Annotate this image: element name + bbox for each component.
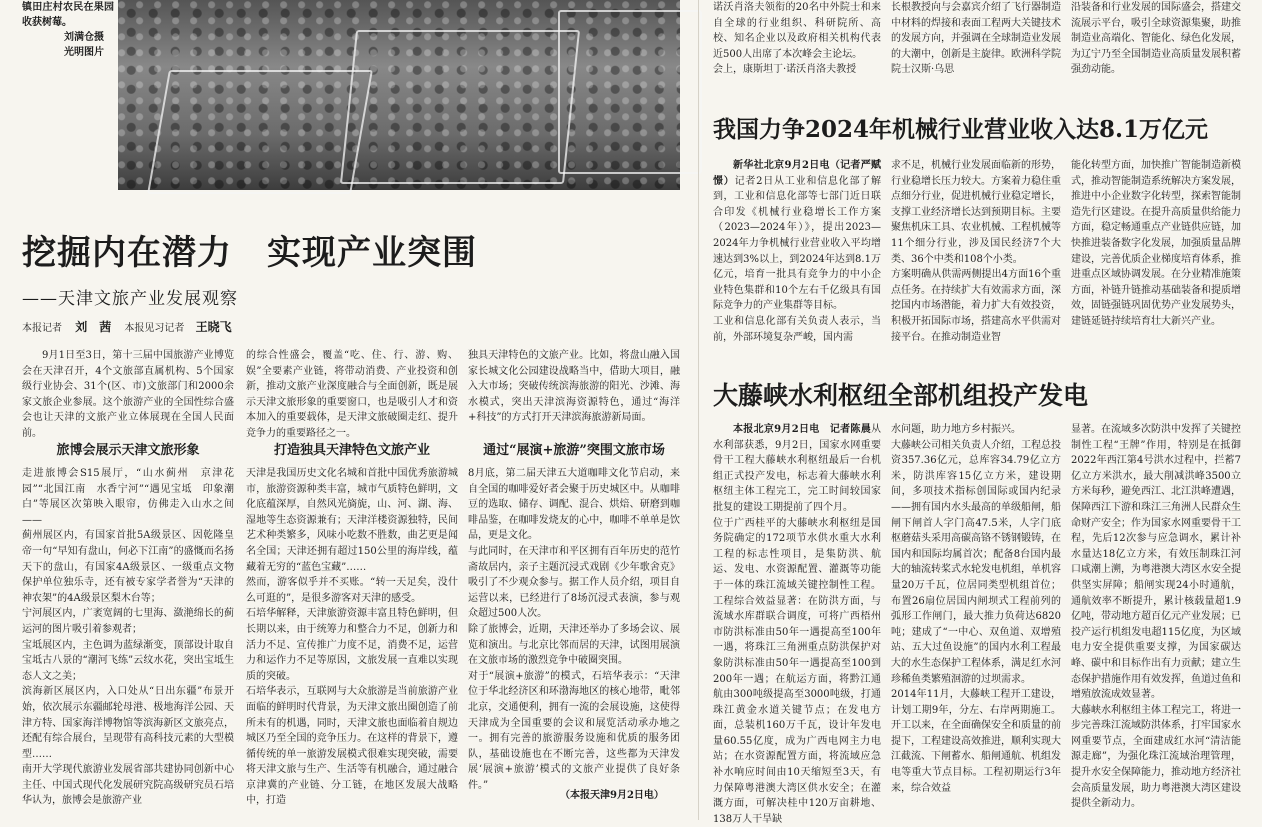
article-dateline: （本报天津9月2日电） <box>560 790 664 801</box>
byline-label: 本报记者 <box>22 323 62 334</box>
section-heading: 旅博会展示天津文旅形象 <box>56 443 200 458</box>
article-body: 记者2日从工业和信息化部了解到，工业和信息化部等七部门近日联合印发《机械行业稳增长工作方案（2023—2024年）》，提出2023—2024年力争机械行业营业收入平均增速达到3%以上，到2024年达到8.1万亿元，培育一批具有竞争力的中小企业特色集群和10个左右千亿级具有国际竞争力的产业集群等目标。 工业和信息化部有关负责人表示，当前，外部环境复杂严峻，国内需 <box>713 175 881 343</box>
article-column <box>713 422 881 825</box>
article-lead: 新华社北京9月2日电（记者严赋憬） <box>713 160 881 187</box>
article-headline: 大藤峡水利枢纽全部机组投产发电 <box>713 381 1089 410</box>
page-title: 挖掘内在潜力 实现产业突围 <box>22 233 477 273</box>
article-column: 诺沃肖洛夫领衔的20名中外院士和来自全球的行业组织、科研院所、高校、知名企业以及政府相关机构代表近500人出席了本次峰会主论坛。 会上，康斯坦丁·诺沃肖洛夫教授 <box>713 2 881 76</box>
byline-label: 本报见习记者 <box>124 323 185 334</box>
byline <box>22 318 232 335</box>
page-gutter <box>698 0 699 820</box>
article-column: 的综合性盛会，覆盖“吃、住、行、游、购、娱”全要素产业链，将带动消费、产业投资和创新，推动文旅产业深度融合与全面创新，既是展示天津文旅形象的重要窗口，也是吸引人才和资本加入的重要载体，是天津文旅破圈走红、提升竞争力的重要路径之一。 <box>246 350 458 439</box>
article-column: 8月底，第二届天津五大道咖啡文化节启动，来自全国的咖啡爱好者会聚于历史城区中。从咖啡豆的选取、储存、调配、混合、烘焙、研磨到咖啡品鉴，在咖啡发烧友的心中，咖啡不单单是饮品，更是文化。 与此同时，在天津市和平区拥有百年历史的范竹斋故居内，亲子主题沉浸式戏剧《少年歌舍克》吸引了不少观众参与。据工作人员介绍，项目自运营以来，已经进行了8场沉浸式表演，参与观众超过500人次。 除了旅博会，近期，天津还举办了多场会议、展览和演出。与北京比邻而居的天津，试图用展演在文旅市场的激烈竞争中破圈突围。 对于“展演+旅游”的模式，石培华表示：“天津位于华北经济区和环渤海地区的核心地带，毗邻北京，交通便利，拥有一流的会展设施，这使得天津成为全国重要的会议和展览活动承办地之一。拥有完善的旅游服务设施和优质的服务团队，基础设施也在不断完善，这些都为天津发展‘展演+旅游’模式的文旅产业提供了良好条件。” <box>468 468 680 791</box>
article-column <box>713 158 881 343</box>
photo-crate <box>147 70 373 194</box>
article-column: 天津是我国历史文化名城和首批中国优秀旅游城市，旅游资源种类丰富，城市气质特色鲜明，文化底蕴深厚，自然风光旖旎，山、河、湖、海、湿地等生态资源兼有；天津洋楼资源独特，民间艺术种类繁多，风味小吃数不胜数，曲艺更是闻名全国；天津还拥有超过150公里的海岸线，蕴藏着无穷的“蓝色宝藏”…… 然而，游客似乎并不买账。“转一天足矣，没什么可逛的”，是很多游客对天津的感受。 石培华解释，天津旅游资源丰富且特色鲜明，但长期以来，由于统筹力和整合力不足，创新力和活力不足、宣传推广力度不足，消费不足，运营力和运作力不足等原因，文旅发展一直难以实现质的突破。 石培华表示，互联网与大众旅游是当前旅游产业面临的鲜明时代背景，为天津文旅出圈创造了前所未有的机遇，同时，天津文旅也面临着自规边城区乃至全国的竞争压力。在这样的背景下，遵循传统的单一旅游发展模式很难实现突破，需要将天津文旅与生产、生活等有机融合，通过融合京津冀的产业链、分工链，在地区发展大战略中，打造 <box>246 468 458 807</box>
article-column: 求不足，机械行业发展面临新的形势，行业稳增长压力较大。方案着力稳住重点细分行业，促进机械行业稳定增长，支撑工业经济增长达到预期目标。主要聚焦机床工具、农业机械、工程机械等11个细分行业，涉及国民经济7个大类、36个中类和108个小类。 方案明确从供需两侧提出4方面16个重点任务。在持续扩大有效需求方面，深挖国内市场潜能，着力扩大有效投资，积极开拓国际市场，搭建高水平供需对接平台。在推动制造业智 <box>891 160 1061 343</box>
article-column: 能化转型方面，加快推广智能制造新模式，推动智能制造系统解决方案发展，推进中小企业数字化转型，探索智能制造先行区建设。在提升高质量供给能力方面，稳定畅通重点产业链供应链，加快推进装备数字化发展，加强质量品牌建设，完善优质企业梯度培育体系，推进重点区域协调发展。在分业精准施策方面，补链升链推动基础装备和提质增效，固链强链巩固优势产业发展势头，建链延链持续培育壮大新兴产业。 <box>1071 160 1241 327</box>
article-column: 沿装备和行业发展的国际盛会，搭建交流展示平台，吸引全球资源集聚，助推制造业高端化、智能化、绿色化发展，为辽宁乃至全国制造业高质量发展积蓄强劲动能。 <box>1071 2 1241 76</box>
article-column: 独具天津特色的文旅产业。比如，将盘山融入国家长城文化公园建设战略当中，借助大项目，融入大市场；突破传统滨海旅游的阳光、沙滩、海水模式，突出天津滨海资源特色，通过“海洋+科技”的方式打开天津滨海旅游新局面。 <box>468 350 680 424</box>
raspberry-harvest-photo <box>118 0 680 190</box>
photo-crate <box>340 30 580 184</box>
byline-name: 刘 茜 <box>75 320 112 334</box>
article-intro: 9月1日至3日，第十三届中国旅游产业博览会在天津召开，4个文旅部直属机构、5个国家级行业协会、31个(区、市)文旅部门和2000余家文旅企业参展。这个旅游产业的全国性综合盛会也让天津的文旅产业立体展现在全国人民面前。 <box>22 350 234 439</box>
photo-crate <box>558 10 702 174</box>
article-lead: 本报北京9月2日电 记者陈晨 <box>733 424 871 435</box>
article-column: 走进旅博会S15展厅，“山水蓟州 京津花园”“北国江南 水香宁河”“遇见宝坻 印象潮白”等展区次第映入眼帘，仿佛走入山水之间—— 蓟州展区内，有国家首批5A级景区、因乾隆皇帝一句“早知有盘山，何必下江南”的盛慨而名扬天下的盘山，有国家4A级景区、一级重点文物保护单位独乐寺，还有被专家学者誉为“天津的神农架”的4A级景区梨木台等； 宁河展区内，广袤宽阔的七里海、潋滟绵长的蓟运河的图片吸引着参观者； 宝坻展区内，主色调为蓝绿渐变，顶部设计取自宝坻古八景的“潮河飞练”云纹水花，突出宝坻生态人文之美； 滨海新区展区内，入口处从“日出东疆”布景开始，依次展示东疆邮轮母港、极地海洋公园、天津方特、国家海洋博物馆等滨海新区文旅亮点，还配有综合展台，呈现带有高科技元素的大型模型…… 南开大学现代旅游业发展省部共建协同创新中心主任、中国式现代化发展研究院高级研究员石培华认为，旅博会是旅游产业 <box>22 468 234 807</box>
page-subtitle: ——天津文旅产业发展观察 <box>22 289 238 309</box>
article-column: 显著。在流域多次防洪中发挥了关键控制性工程“王牌”作用，特别是在抵御2022年西江第4号洪水过程中，拦蓄7亿立方米洪水，最大削减洪峰3500立方米每秒，避免西江、北江洪峰遭遇，保障西江下游和珠江三角洲人民群众生命财产安全；作为国家水网重要骨干工程，先后12次参与应急调水，累计补水量达18亿立方米，有效压制珠江河口咸潮上溯，为粤港澳大湾区水安全提供坚实屏障；船闸实现24小时通航，通航效率不断提升，累计核载量超1.9亿吨，带动地方超百亿元产业发展；已投产运行机组发电超115亿度，为区域电力安全提供重要支撑，为国家碳达峰、碳中和目标作出有力贡献；建立生态保护措施作用有效发挥，鱼道过鱼和增殖放流成效显著。 大藤峡水利枢纽主体工程完工，将进一步完善珠江流域防洪体系，打牢国家水网重要节点，全面建成红水河“清洁能源走廊”，为强化珠江流域治理管理，提升水安全保障能力，推动地方经济社会高质量发展，助力粤港澳大湾区建设提供全新动力。 <box>1071 424 1241 810</box>
photo-credit-source: 光明图片 <box>64 47 104 58</box>
article-column: 长根教授向与会嘉宾介绍了飞行器制造中材料的焊接和表面工程两大关键技术的发展方向，并强调在全球制造业发展的大潮中，创新是主旋律。欧洲科学院院士汉斯·乌思 <box>891 2 1061 76</box>
photo-credit: 刘满仓摄 <box>64 32 104 43</box>
article-column: 水问题，助力地方乡村振兴。 大藤峡公司相关负责人介绍，工程总投资357.36亿元，总库容34.79亿立方米，防洪库容15亿立方米，建设期间，多项技术指标创国际或国内纪录——拥有国内水头最高的单级船闸，船闸下闸首人字门高47.5米，人字门底枢蘑菇头采用高碳高铬不锈钢锻铸，在国内和国际均属首次；配备8台国内最大的轴流转桨式水轮发电机组，单机容量20万千瓦，位居同类型机组首位；布置26扇位居国内闸坝式工程前列的弧形工作闸门，最大推力负荷达6820吨；建成了“一中心、双鱼道、双增殖站、五大过鱼设施”的国内水利工程最大的水生态保护工程体系，满足红水河珍稀鱼类繁殖洄游的过坝需求。 2014年11月，大藤峡工程开工建设，计划工期9年，分左、右岸两期施工。开工以来，在全面确保安全和质量的前提下，工程建设高效推进，顺利实现大江截流、下闸蓄水、船闸通航、机组发电等重大节点目标。工程初期运行3年来，综合效益 <box>891 424 1061 794</box>
section-heading: 打造独具天津特色文旅产业 <box>273 443 430 458</box>
section-heading: 通过“展演+旅游”突围文旅市场 <box>483 443 665 458</box>
byline-name: 王晓飞 <box>195 320 232 334</box>
photo-caption: 镇田庄村农民在果园收获树莓。 <box>22 2 114 28</box>
article-headline: 我国力争2024年机械行业营业收入达8.1万亿元 <box>713 116 1209 143</box>
article-body: 从水利部获悉，9月2日，国家水网重要骨干工程大藤峡水利枢纽最后一台机组正式投产发电，标志着大藤峡水利枢纽主体工程完工，完工时间较国家批复的建设工期提前了四个月。 位于广西桂平的大藤峡水利枢纽是国务院确定的172项节水供水重大水利工程的标志性项目，是集防洪、航运、发电、水资源配置、灌溉等功能于一体的珠江流域关键控制性工程。工程综合效益显著：在防洪方面，与流域水库群联合调度，可将广西梧州市防洪标准由50年一遇提高至100年一遇，将珠江三角洲重点防洪保护对象防洪标准由50年一遇提高至100到200年一遇；在航运方面，将黔江通航由300吨级提高至3000吨级，打通珠江黄金水道关键节点；在发电方面，总装机160万千瓦，设计年发电量60.55亿度，成为广西电网主力电站；在水资源配置方面，将流域应急补水响应时间由10天缩短至3天，有力保障粤港澳大湾区供水安全；在灌溉方面，可解决桂中120万亩耕地、138万人干旱缺 <box>713 424 881 825</box>
